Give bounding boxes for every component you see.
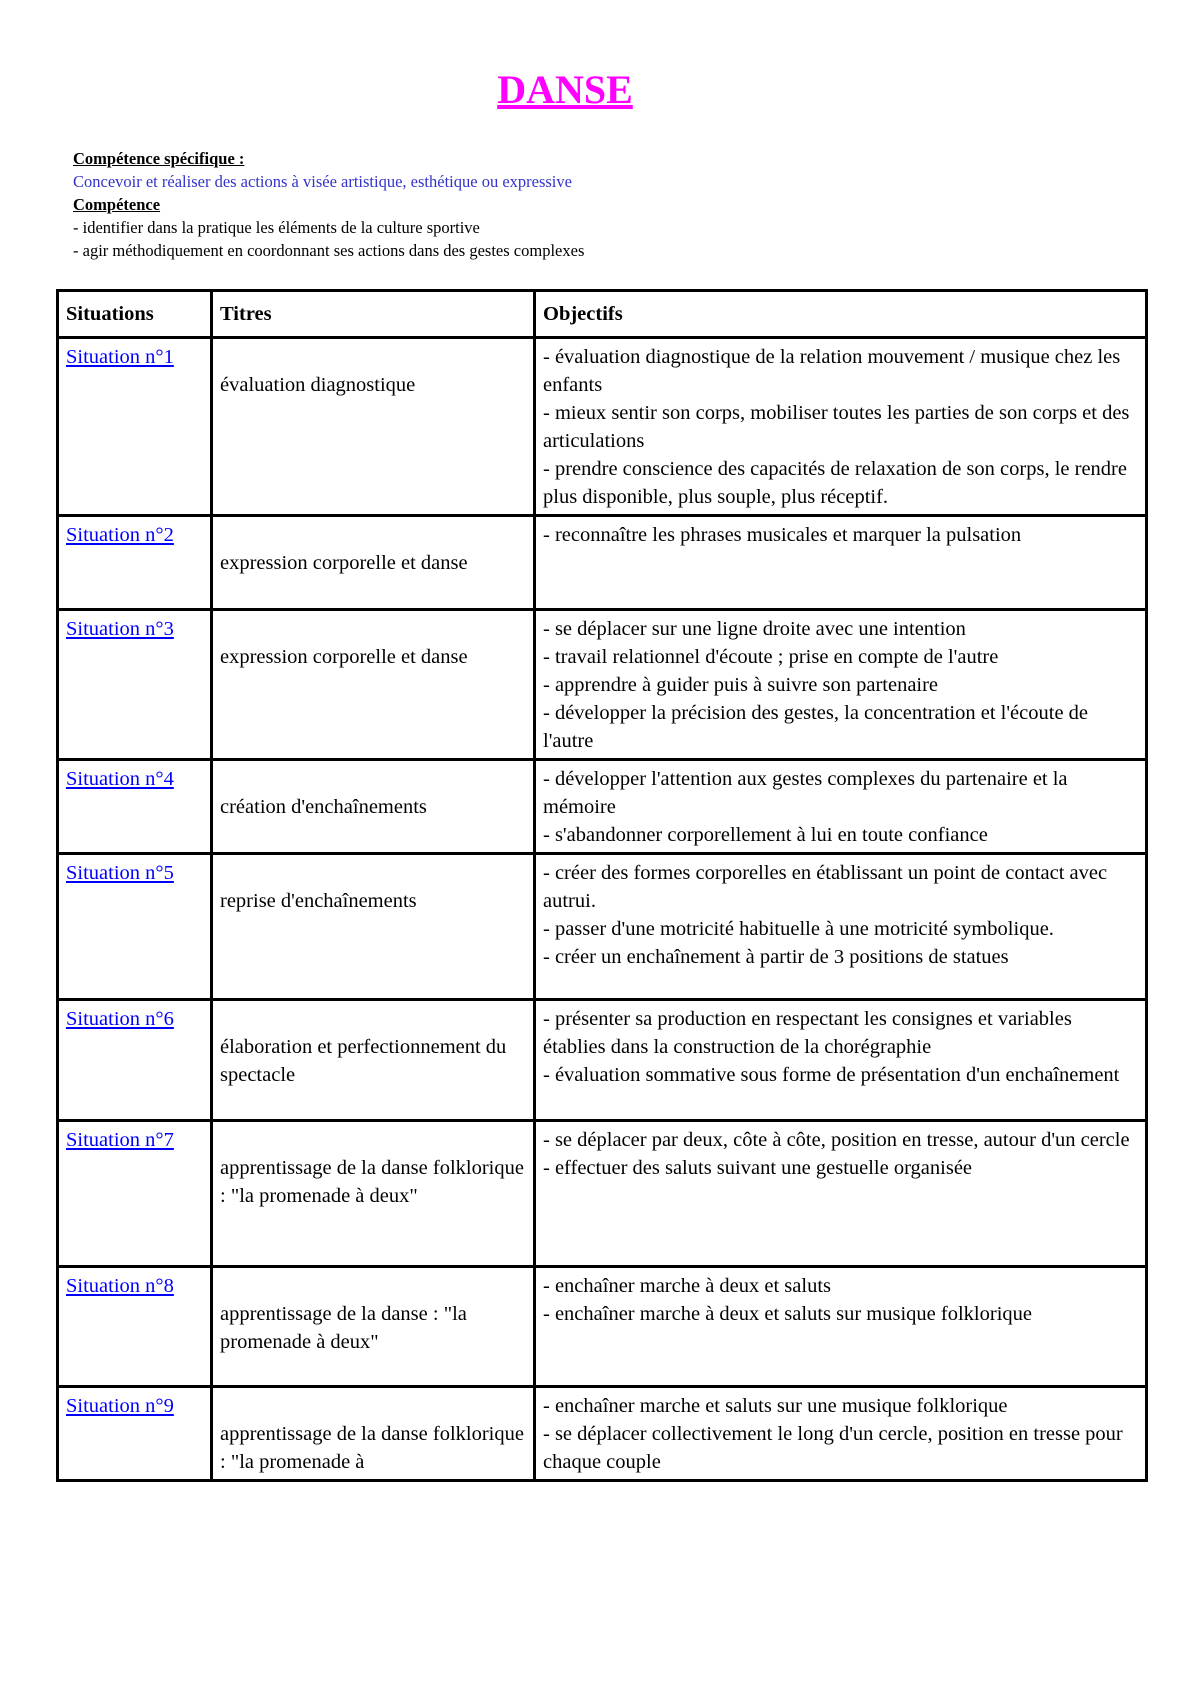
titre-text: expression corporelle et danse	[220, 552, 468, 574]
situation-link[interactable]: Situation n°9	[66, 1395, 174, 1417]
titre-cell	[212, 516, 535, 610]
objectif-item: - prendre conscience des capacités de relaxation de son corps, le rendre plus disponible, plus souple, plus réceptif.	[543, 458, 1127, 508]
competence-specifique-label: Compétence spécifique :	[73, 149, 245, 168]
objectif-item: - enchaîner marche à deux et saluts sur musique folklorique	[543, 1303, 1032, 1325]
competence-item: - identifier dans la pratique les éléments de la culture sportive	[73, 218, 480, 237]
competences-block	[73, 147, 584, 262]
situation-link[interactable]: Situation n°4	[66, 768, 174, 790]
situation-cell	[58, 338, 212, 516]
objectif-item: - évaluation sommative sous forme de présentation d'un enchaînement	[543, 1064, 1120, 1086]
situation-cell	[58, 610, 212, 760]
titre-cell	[212, 1267, 535, 1387]
table-row	[58, 1000, 1147, 1121]
situation-link[interactable]: Situation n°2	[66, 524, 174, 546]
objectif-item: - développer l'attention aux gestes complexes du partenaire et la mémoire	[543, 768, 1068, 818]
competence-specifique-text: Concevoir et réaliser des actions à visée artistique, esthétique ou expressive	[73, 172, 572, 191]
titre-text: évaluation diagnostique	[220, 374, 416, 396]
objectif-item: - travail relationnel d'écoute ; prise en compte de l'autre	[543, 646, 999, 668]
objectif-item: - présenter sa production en respectant les consignes et variables établies dans la construction de la chorégraphie	[543, 1008, 1072, 1058]
competence-item: - agir méthodiquement en coordonnant ses actions dans des gestes complexes	[73, 241, 585, 260]
objectif-item: - enchaîner marche à deux et saluts	[543, 1275, 832, 1297]
objectif-item: - enchaîner marche et saluts sur une musique folklorique	[543, 1395, 1008, 1417]
table-row	[58, 610, 1147, 760]
objectifs-cell	[535, 338, 1147, 516]
objectif-item: - se déplacer collectivement le long d'un cercle, position en tresse pour chaque couple	[543, 1423, 1123, 1473]
titre-cell	[212, 1000, 535, 1121]
situation-cell	[58, 854, 212, 1000]
situation-link[interactable]: Situation n°7	[66, 1129, 174, 1151]
table-header-row	[58, 291, 1147, 338]
objectifs-cell	[535, 610, 1147, 760]
titre-cell	[212, 854, 535, 1000]
titre-cell	[212, 1387, 535, 1481]
competence-label: Compétence	[73, 195, 161, 214]
page-title: DANSE	[497, 67, 633, 112]
table-row	[58, 1267, 1147, 1387]
situation-link[interactable]: Situation n°5	[66, 862, 174, 884]
table-row	[58, 1387, 1147, 1481]
objectif-item: - évaluation diagnostique de la relation mouvement / musique chez les enfants	[543, 346, 1121, 396]
situation-cell	[58, 1387, 212, 1481]
table-row	[58, 1121, 1147, 1267]
header-situations: Situations	[58, 291, 212, 338]
situation-cell	[58, 1000, 212, 1121]
table-row	[58, 516, 1147, 610]
objectif-item: - créer un enchaînement à partir de 3 positions de statues	[543, 946, 1009, 968]
table-row	[58, 854, 1147, 1000]
titre-text: création d'enchaînements	[220, 796, 427, 818]
table-row	[58, 760, 1147, 854]
titre-text: apprentissage de la danse : "la promenade à deux"	[220, 1303, 467, 1353]
objectif-item: - mieux sentir son corps, mobiliser toutes les parties de son corps et des articulations	[543, 402, 1130, 452]
objectif-item: - effectuer des saluts suivant une gestuelle organisée	[543, 1157, 973, 1179]
titre-cell	[212, 610, 535, 760]
objectif-item: - développer la précision des gestes, la concentration et l'écoute de l'autre	[543, 702, 1089, 752]
objectif-item: - créer des formes corporelles en établissant un point de contact avec autrui.	[543, 862, 1108, 912]
objectifs-cell	[535, 760, 1147, 854]
titre-text: expression corporelle et danse	[220, 646, 468, 668]
objectif-item: - passer d'une motricité habituelle à une motricité symbolique.	[543, 918, 1054, 940]
header-titres: Titres	[212, 291, 535, 338]
objectifs-cell	[535, 1121, 1147, 1267]
titre-text: élaboration et perfectionnement du spectacle	[220, 1036, 507, 1086]
objectifs-cell	[535, 854, 1147, 1000]
objectifs-cell	[535, 1387, 1147, 1481]
situation-link[interactable]: Situation n°1	[66, 346, 174, 368]
situation-cell	[58, 516, 212, 610]
situation-link[interactable]: Situation n°6	[66, 1008, 174, 1030]
objectifs-cell	[535, 1267, 1147, 1387]
situation-cell	[58, 760, 212, 854]
situation-link[interactable]: Situation n°8	[66, 1275, 174, 1297]
objectif-item: - s'abandonner corporellement à lui en toute confiance	[543, 824, 988, 846]
table-row	[58, 338, 1147, 516]
situation-cell	[58, 1267, 212, 1387]
header-objectifs: Objectifs	[535, 291, 1147, 338]
titre-text: apprentissage de la danse folklorique : "la promenade à deux"	[220, 1157, 524, 1207]
table-body	[58, 338, 1147, 1481]
titre-cell	[212, 760, 535, 854]
titre-cell	[212, 338, 535, 516]
objectifs-cell	[535, 516, 1147, 610]
situation-cell	[58, 1121, 212, 1267]
titre-cell	[212, 1121, 535, 1267]
objectifs-cell	[535, 1000, 1147, 1121]
situations-table	[56, 289, 1148, 1482]
titre-text: reprise d'enchaînements	[220, 890, 417, 912]
objectif-item: - apprendre à guider puis à suivre son partenaire	[543, 674, 939, 696]
objectif-item: - se déplacer par deux, côte à côte, position en tresse, autour d'un cercle	[543, 1129, 1130, 1151]
situation-link[interactable]: Situation n°3	[66, 618, 174, 640]
objectif-item: - se déplacer sur une ligne droite avec une intention	[543, 618, 966, 640]
objectif-item: - reconnaître les phrases musicales et marquer la pulsation	[543, 524, 1022, 546]
titre-text: apprentissage de la danse folklorique : "la promenade à	[220, 1423, 524, 1473]
